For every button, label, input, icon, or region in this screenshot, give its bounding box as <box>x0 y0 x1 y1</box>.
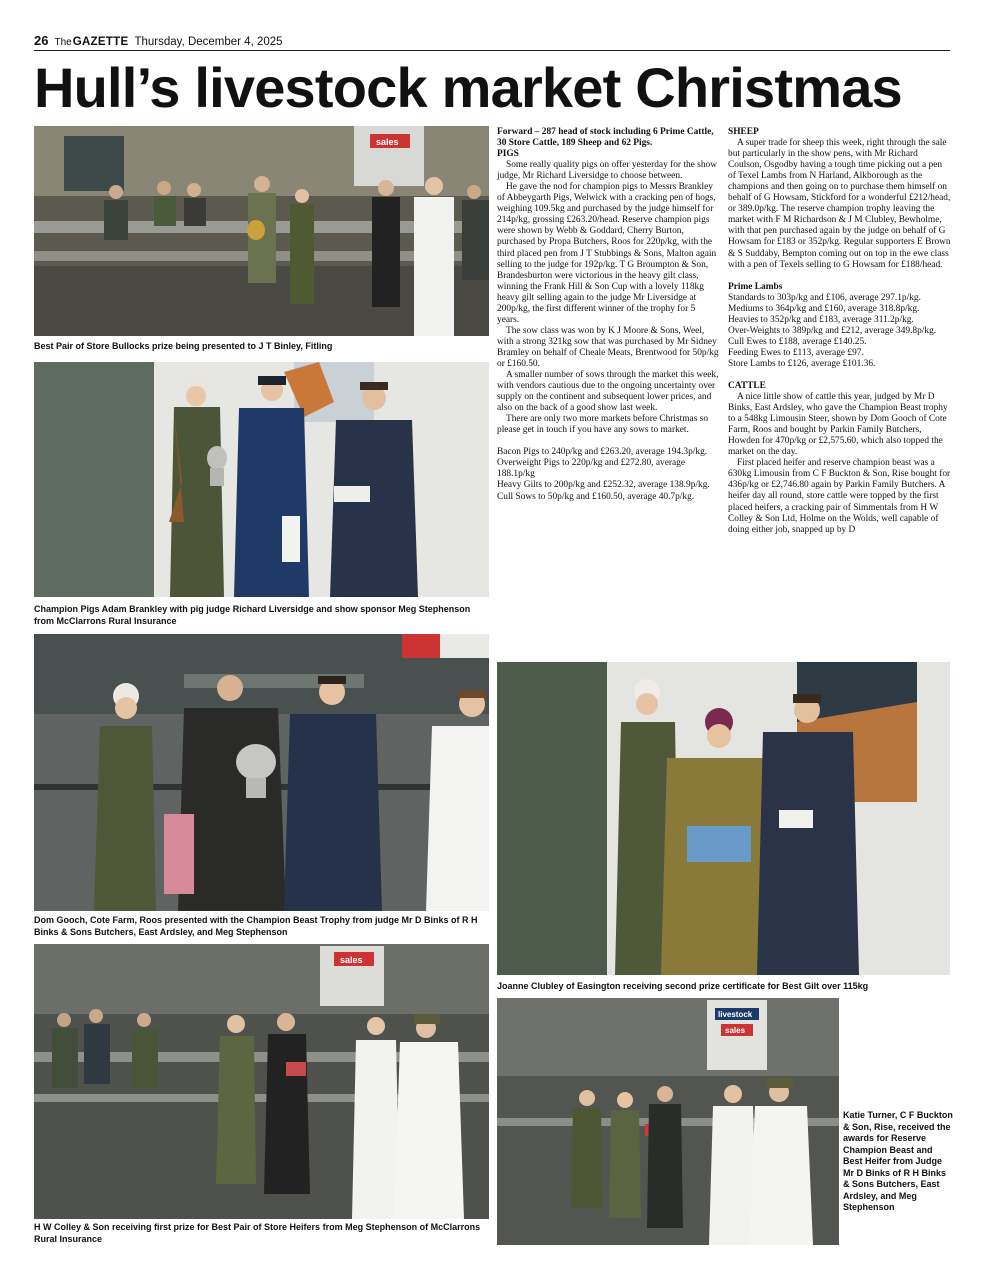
pig-price-line: Bacon Pigs to 240p/kg and £263.20, average 194.3p/kg. <box>497 447 708 458</box>
page-header <box>34 33 950 51</box>
page-number: 26 <box>34 33 49 48</box>
sheep-paragraph: A super trade for sheep this week, right through the sale but particularly in the show pens, with Mr Richard Coulson, Osgodby having a tough time picking out a pen of Texel Lambs from N Harland, Alkborough as the champions and then going on to purchase them himself on behalf of G Howsam, Stickford for a wonderful £212/head, or 389.0p/kg. The reserve champion trophy leaving the market with F M Richardson & J M Clubley, Bewholme, with that pen purchased again by the judge on behalf of G Howsam for £183 or 352p/kg. Regular supporters E Brown & S Suddaby, Bempton coming out on top in the ewe class with a pen of Texels selling to G Howsam for £188/head. <box>728 138 951 270</box>
photo-best-gilt <box>497 662 950 975</box>
photo-store-heifers <box>34 944 489 1219</box>
prime-lambs-heading: Prime Lambs <box>728 281 783 292</box>
lamb-price-line: Store Lambs to £126, average £101.36. <box>728 358 876 369</box>
pigs-paragraph-5: There are only two more markets before Christmas so please get in touch if you have any sows to market. <box>497 414 709 436</box>
photo-reserve-champion <box>497 998 839 1245</box>
photo-champion-beast <box>34 634 489 911</box>
lead-paragraph: Forward – 287 head of stock including 6 Prime Cattle, 30 Store Cattle, 189 Sheep and 62 Pigs. <box>497 127 714 149</box>
masthead-the: The <box>54 37 72 48</box>
pigs-heading: PIGS <box>497 149 519 160</box>
photo-champion-pigs <box>34 362 489 597</box>
article-column-2 <box>728 127 952 536</box>
sales-sign-text: sales <box>376 137 399 147</box>
cattle-paragraph-1: A nice little show of cattle this year, judged by Mr D Binks, East Ardsley, who gave the Champion Beast trophy to a 548kg Limousin Steer, shown by Dom Gooch of Cote Farm, Roos and bought by Parkin Family Butchers, Howden for 470p/kg or £2,575.60, which also topped the market on the day. <box>728 392 948 458</box>
lamb-price-line: Over-Weights to 389p/kg and £212, average 349.8p/kg. <box>728 325 937 336</box>
pig-price-line: Cull Sows to 50p/kg and £160.50, average 40.7p/kg. <box>497 491 695 502</box>
caption-photo-champion-beast: Dom Gooch, Cote Farm, Roos presented with the Champion Beast Trophy from judge Mr D Binks of R H Binks & Sons Butchers, East Ardsley, and Meg Stephenson <box>34 915 478 937</box>
photo-store-bullocks <box>34 126 489 336</box>
pigs-paragraph-1: Some really quality pigs on offer yesterday for the show judge, Mr Richard Liversidge to choose between. <box>497 160 717 182</box>
lamb-price-line: Feeding Ewes to £113, average £97. <box>728 347 864 358</box>
headline: Hull’s livestock market Christmas <box>34 56 902 119</box>
cattle-paragraph-2: First placed heifer and reserve champion beast was a 630kg Limousin from C F Buckton & Son, Rise bought for 436p/kg or £2,746.80 again by Parkin Family Butchers. A heifer day all round, store cattle were topped by the first placed heifers, a cracking pair of Simmentals from H W Colley & Son Ltd, Holme on the Wolds, well capable of doing either job, snapped up by D <box>728 458 951 535</box>
caption-photo-reserve-champion: Katie Turner, C F Buckton & Son, Rise, received the awards for Reserve Champion Beast and Best Heifer from Judge Mr D Binks of R H Binks & Sons Butchers, East Ardsley, and Meg Stephenson <box>843 1110 953 1212</box>
lamb-price-line: Cull Ewes to £188, average £140.25. <box>728 336 867 347</box>
lamb-price-line: Heavies to 352p/kg and £183, average 311.2p/kg. <box>728 314 914 325</box>
sales-sign-text-3: sales <box>725 1026 746 1035</box>
sheep-heading: SHEEP <box>728 127 759 137</box>
article-column-1 <box>497 127 719 503</box>
livestock-sign-text: livestock <box>718 1010 753 1019</box>
caption-photo-champion-pigs: Champion Pigs Adam Brankley with pig judge Richard Liversidge and show sponsor Meg Stephenson from McClarrons Rural Insurance <box>34 604 471 626</box>
issue-date: Thursday, December 4, 2025 <box>134 36 283 48</box>
pig-price-line: Overweight Pigs to 220p/kg and £272.80, average 188.1p/kg <box>497 458 685 480</box>
pigs-paragraph-3: The sow class was won by K J Moore & Sons, Weel, with a strong 321kg sow that was purchased by Mr Sidney Bramley on behalf of Cheale Meats, Brentwood for 50p/kg or £160.50. <box>497 325 719 369</box>
caption-photo-best-gilt: Joanne Clubley of Easington receiving second prize certificate for Best Gilt over 115kg <box>497 981 869 991</box>
caption-photo-store-bullocks: Best Pair of Store Bullocks prize being presented to J T Binley, Fitling <box>34 341 333 351</box>
pigs-paragraph-2: He gave the nod for champion pigs to Messrs Brankley of Abbeygarth Pigs, Welwick with a cracking pen of hogs, weighing 109.5kg and purchased by the judge himself for 214p/kg, grossing £263.20/head. Reserve champion pigs were shown by Webb & Goddard, Cherry Burton, purchased by Propa Butchers, Roos for 220p/kg, with the third placed pen from J T Stubbings & Sons, Malton again selling to the judge for 192p/kg. T G Broumpton & Son, Brandesburton were victorious in the heavy gilt class, winning the Frank Hill & Son Cup with a lovely 118kg heavy gilt selling again to the judge Mr Liversidge at 200p/kg, the first different winner of the trophy for 5 years. <box>497 182 717 325</box>
masthead-name: GAZETTE <box>72 36 129 48</box>
cattle-heading: CATTLE <box>728 380 766 391</box>
pig-price-line: Heavy Gilts to 200p/kg and £252.32, average 138.9p/kg. <box>497 480 710 491</box>
sales-sign-text-2: sales <box>340 955 363 965</box>
lamb-price-line: Standards to 303p/kg and £106, average 297.1p/kg. <box>728 292 921 303</box>
pigs-paragraph-4: A smaller number of sows through the market this week, with vendors cautious due to the ongoing uncertainty over supply on the continent and subsequent lower prices, and also on the back of a good show last week. <box>497 370 719 414</box>
lamb-price-line: Mediums to 364p/kg and £160, average 318.8p/kg. <box>728 303 920 314</box>
caption-photo-store-heifers: H W Colley & Son receiving first prize for Best Pair of Store Heifers from Meg Stephenson of McClarrons Rural Insurance <box>34 1222 481 1244</box>
